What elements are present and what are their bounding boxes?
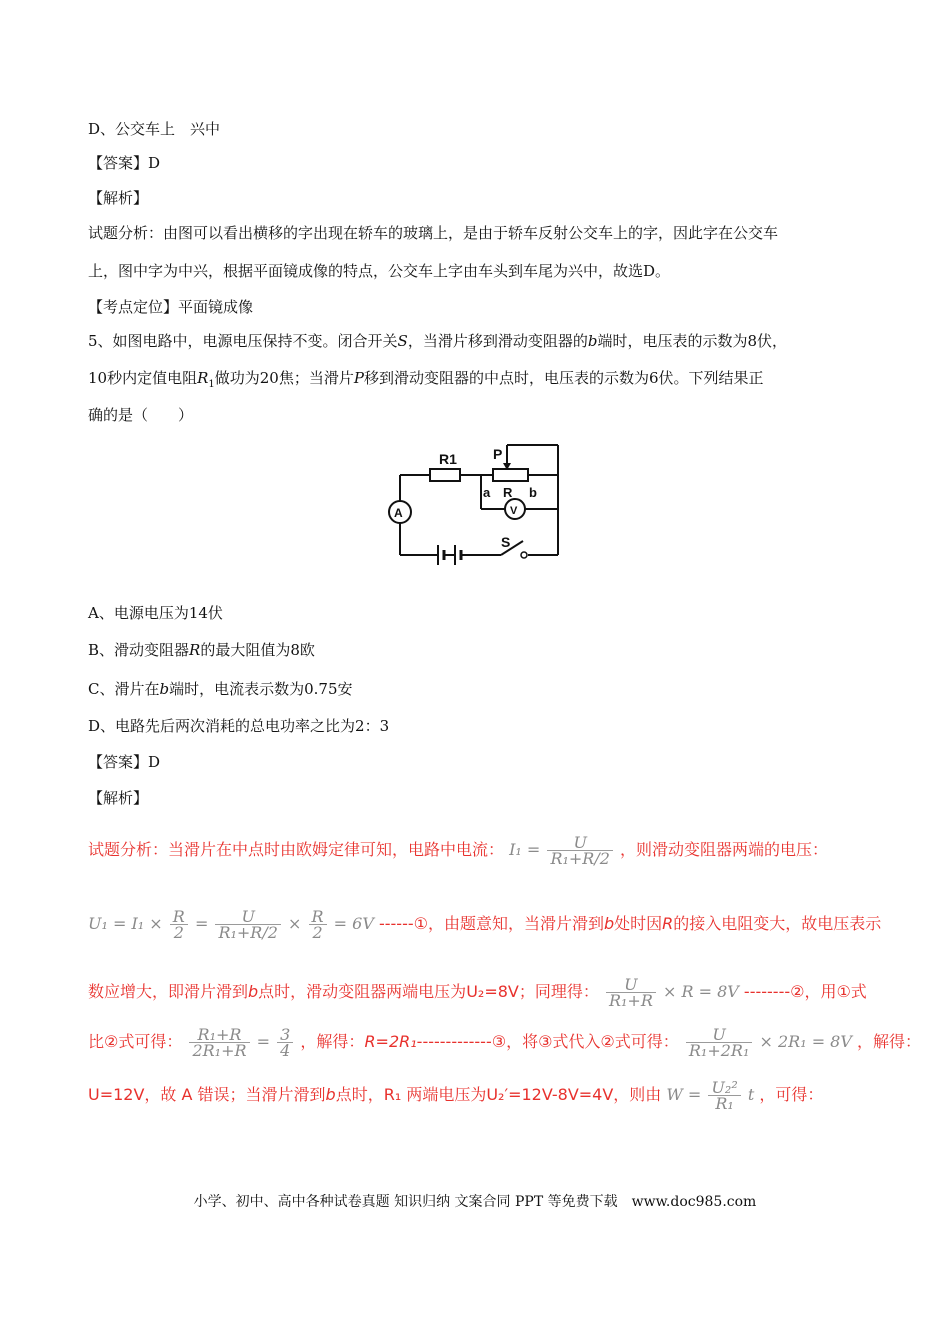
rheostat bbox=[493, 469, 528, 481]
answer-label-2: 【答案】D bbox=[88, 753, 161, 771]
red-line-5: U=12V，故 A 错误；当滑片滑到b点时，R₁ 两端电压为U₂′=12V-8V=4V，则由 W = $\frac{\text{U₂²}}{\text{R₁}}$ t ，可得： bbox=[88, 1078, 824, 1113]
red-line-4: 比②式可得： $\frac{\text{R₁+R}}{\text{2R₁+R}}$ = $\frac{3}{4}$ ，解得：R=2R₁-------------③，将③式代入②式可得： $\frac{U}{\text{R₁+2R₁}}$ × 2R₁ = 8V ，解得： bbox=[88, 1025, 922, 1060]
option-c: C、滑片在b端时，电流表示数为0.75安 bbox=[88, 680, 353, 698]
page-footer: 小学、初中、高中各种试卷真题 知识归纳 文案合同 PPT 等免费下载 www.doc985.com bbox=[193, 1194, 757, 1210]
red-line-1: 试题分析：当滑片在中点时由欧姆定律可知，电路中电流： I₁ = $\frac{U}{\text{R₁+R/2}}$ ，则滑动变阻器两端的电压： bbox=[88, 833, 829, 868]
q5-line-2: 10秒内定值电阻$R_1$做功为20焦；当滑片P移到滑动变阻器的中点时，电压表的示数为6伏。下列结果正 bbox=[88, 369, 764, 390]
option-a: A、电源电压为14伏 bbox=[88, 604, 223, 622]
q5-line-1: 5、如图电路中，电源电压保持不变。闭合开关S，当滑片移到滑动变阻器的b端时，电压表的示数为8伏， bbox=[88, 332, 787, 350]
label-s: S bbox=[501, 534, 511, 550]
answer-label-1: 【答案】D bbox=[88, 154, 161, 172]
circuit-diagram bbox=[383, 437, 566, 573]
label-a-meter: A bbox=[394, 506, 403, 520]
q5-line-3: 确的是（ ） bbox=[88, 406, 194, 424]
label-b: b bbox=[529, 485, 537, 500]
label-r: R bbox=[503, 485, 513, 500]
label-r1: R1 bbox=[439, 451, 457, 467]
label-p: P bbox=[493, 446, 503, 462]
resistor-r1 bbox=[430, 469, 460, 481]
red-line-3: 数应增大，即滑片滑到b点时，滑动变阻器两端电压为U₂=8V；同理得： $\frac{U}{\text{R₁+R}}$ × R = 8V --------②，用①式 bbox=[88, 975, 867, 1010]
explanation-1b: 上，图中字为中兴，根据平面镜成像的特点，公交车上字由车头到车尾为兴中，故选D。 bbox=[88, 262, 671, 280]
label-a: a bbox=[483, 485, 491, 500]
option-b: B、滑动变阻器R的最大阻值为8欧 bbox=[88, 641, 315, 659]
option-d: D、电路先后两次消耗的总电功率之比为2：3 bbox=[88, 717, 390, 735]
kaodian-label: 【考点定位】平面镜成像 bbox=[88, 298, 254, 316]
label-v: V bbox=[510, 505, 518, 517]
analysis-label-1: 【解析】 bbox=[88, 189, 149, 207]
fraction-i1: $\frac{U}{\text{R₁+R/2}}$ bbox=[547, 835, 612, 866]
explanation-1a: 试题分析：由图可以看出横移的字出现在轿车的玻璃上，是由于轿车反射公交车上的字，因此字在公交车 bbox=[88, 224, 779, 242]
analysis-label-2: 【解析】 bbox=[88, 789, 149, 807]
red-line-2: U₁ = I₁ × $\frac{R}{2}$ = $\frac{U}{\text{R₁+R/2}}$ × $\frac{R}{2}$ = 6V ------①，由题意知，当滑片滑到b处时因R的接入电阻变大，故电压表示 bbox=[88, 907, 882, 942]
option-d-prev: D、公交车上 兴中 bbox=[88, 120, 221, 138]
